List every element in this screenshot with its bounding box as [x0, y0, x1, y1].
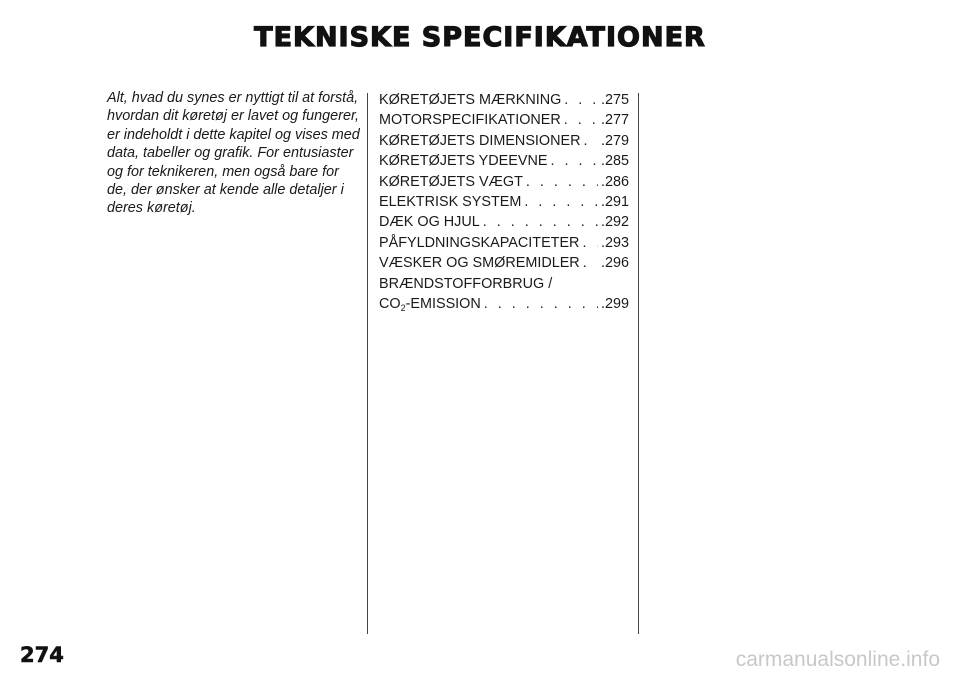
toc-entry-label: PÅFYLDNINGSKAPACITETER	[379, 234, 580, 251]
watermark: carmanualsonline.info	[735, 648, 940, 671]
toc-entry[interactable]	[379, 131, 629, 151]
toc-entry-label: DÆK OG HJUL	[379, 214, 480, 231]
toc-leader-dots	[584, 131, 598, 151]
intro-line: og for teknikeren, men også bare for	[107, 163, 339, 180]
toc-entry-label: KØRETØJETS DIMENSIONER	[379, 132, 581, 149]
toc-entry[interactable]	[379, 110, 629, 130]
toc-leader-dots	[524, 192, 598, 212]
toc-entry-page: .292	[600, 214, 629, 231]
toc-entry[interactable]	[379, 90, 629, 110]
column-divider-left	[367, 93, 368, 634]
toc-entry-wrapped-line[interactable]	[379, 274, 629, 294]
table-of-contents	[379, 90, 629, 314]
subscript-2: 2	[400, 303, 406, 314]
toc-entry[interactable]	[379, 233, 629, 253]
toc-entry-page: .286	[600, 173, 629, 190]
toc-entry[interactable]	[379, 294, 629, 314]
co-text: CO	[379, 296, 401, 313]
toc-entry-page: .277	[600, 112, 629, 129]
intro-line: Alt, hvad du synes er nyttigt til at forstå,	[107, 90, 359, 106]
intro-line: data, tabeller og grafik. For entusiaster	[107, 145, 354, 162]
toc-entry[interactable]	[379, 151, 629, 171]
page-number: 274	[20, 643, 64, 667]
emission-text: -EMISSION	[405, 296, 481, 313]
intro-line: er indeholdt i dette kapitel og vises med	[107, 126, 360, 143]
toc-leader-dots	[564, 110, 598, 130]
toc-leader-dots	[583, 253, 598, 273]
column-divider-right	[638, 93, 639, 634]
toc-entry-label: KØRETØJETS YDEEVNE	[379, 153, 548, 170]
toc-entry[interactable]	[379, 192, 629, 212]
toc-entry-page: .299	[600, 296, 629, 313]
intro-line: de, der ønsker at kende alle detaljer i	[107, 182, 344, 199]
toc-entry[interactable]	[379, 253, 629, 273]
toc-entry[interactable]	[379, 212, 629, 232]
toc-entry-label: BRÆNDSTOFFORBRUG /	[379, 275, 553, 292]
toc-entry-page: .291	[600, 194, 629, 211]
toc-entry[interactable]	[379, 172, 629, 192]
toc-entry-label	[379, 294, 481, 314]
toc-entry-label: VÆSKER OG SMØREMIDLER	[379, 255, 580, 272]
toc-leader-dots	[526, 172, 598, 192]
page-title: TEKNISKE SPECIFIKATIONER	[254, 22, 706, 53]
toc-entry-page: .285	[600, 153, 629, 170]
toc-leader-dots	[483, 212, 598, 232]
toc-entry-label: MOTORSPECIFIKATIONER	[379, 112, 561, 129]
toc-leader-dots	[484, 294, 598, 314]
toc-entry-page: .296	[600, 255, 629, 272]
toc-entry-page: .279	[600, 132, 629, 149]
intro-line: deres køretøj.	[107, 200, 196, 217]
toc-entry-label: KØRETØJETS MÆRKNING	[379, 92, 562, 108]
toc-entry-page: .293	[600, 234, 629, 251]
intro-line: hvordan dit køretøj er lavet og fungerer,	[107, 108, 359, 125]
toc-entry-label: KØRETØJETS VÆGT	[379, 173, 523, 190]
intro-paragraph	[107, 89, 359, 218]
toc-leader-dots	[550, 151, 598, 171]
toc-leader-dots	[582, 233, 598, 253]
toc-entry-page: .275	[600, 92, 629, 108]
toc-leader-dots	[564, 90, 598, 110]
toc-entry-label: ELEKTRISK SYSTEM	[379, 194, 522, 211]
